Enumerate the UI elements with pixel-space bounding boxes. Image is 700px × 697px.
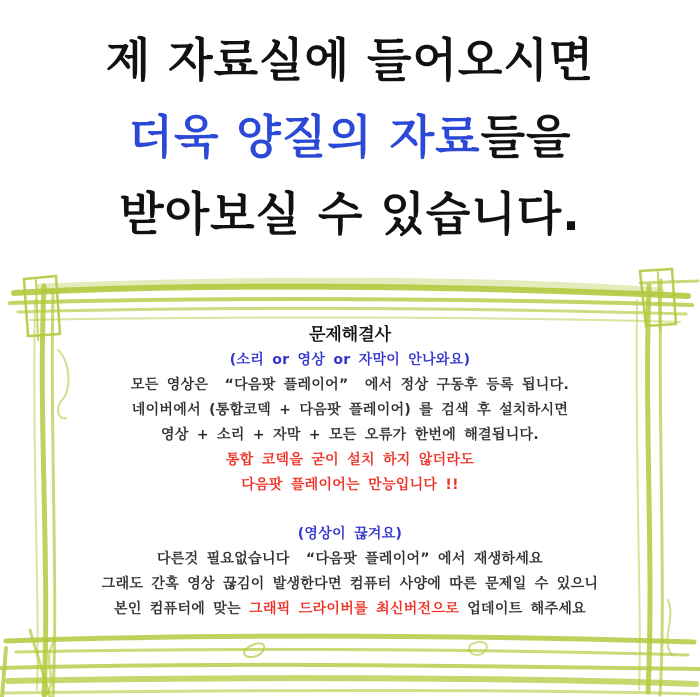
troubleshooting-box bbox=[70, 322, 630, 622]
headline-line-1: 제 자료실에 들어오시면 bbox=[105, 33, 595, 87]
audio-section-line-1: 모든 영상은 “다음팟 플레이어” 에서 정상 구동후 등록 됩니다. bbox=[130, 377, 570, 393]
video-section-line-3-prefix: 본인 컴퓨터에 맞는 bbox=[114, 601, 250, 617]
audio-section-line-2: 네이버에서 (통합코덱 + 다음팟 플레이어) 를 검색 후 설치하시면 bbox=[131, 402, 569, 418]
audio-section-red-line-2: 다음팟 플레이어는 만능입니다 !! bbox=[241, 477, 459, 493]
audio-section-line-3: 영상 + 소리 + 자막 + 모든 오류가 한번에 해결됩니다. bbox=[161, 427, 539, 443]
audio-section-red-line-1: 통합 코덱을 굳이 설치 하지 않더라도 bbox=[225, 452, 475, 468]
headline-line-2-black: 들을 bbox=[480, 110, 572, 164]
headline-line-3: 받아보실 수 있습니다. bbox=[119, 187, 581, 241]
video-section-line-2: 그래도 간혹 영상 끊김이 발생한다면 컴퓨터 사양에 따른 문제일 수 있으니 bbox=[101, 576, 599, 592]
audio-section-heading: (소리 or 영상 or 자막이 안나와요) bbox=[229, 352, 471, 368]
video-section-line-1: 다른것 필요없습니다 “다음팟 플레이어” 에서 재생하세요 bbox=[157, 551, 543, 567]
video-section-heading: (영상이 끊겨요) bbox=[297, 526, 403, 542]
troubleshooting-title: 문제해결사 bbox=[308, 325, 392, 345]
headline-line-2-blue: 더욱 양질의 자료 bbox=[128, 110, 481, 164]
video-section-line-3-suffix: 업데이트 해주세요 bbox=[459, 601, 586, 617]
video-section-line-3 bbox=[70, 597, 630, 622]
video-section-line-3-red: 그래픽 드라이버를 최신버전으로 bbox=[249, 601, 460, 617]
